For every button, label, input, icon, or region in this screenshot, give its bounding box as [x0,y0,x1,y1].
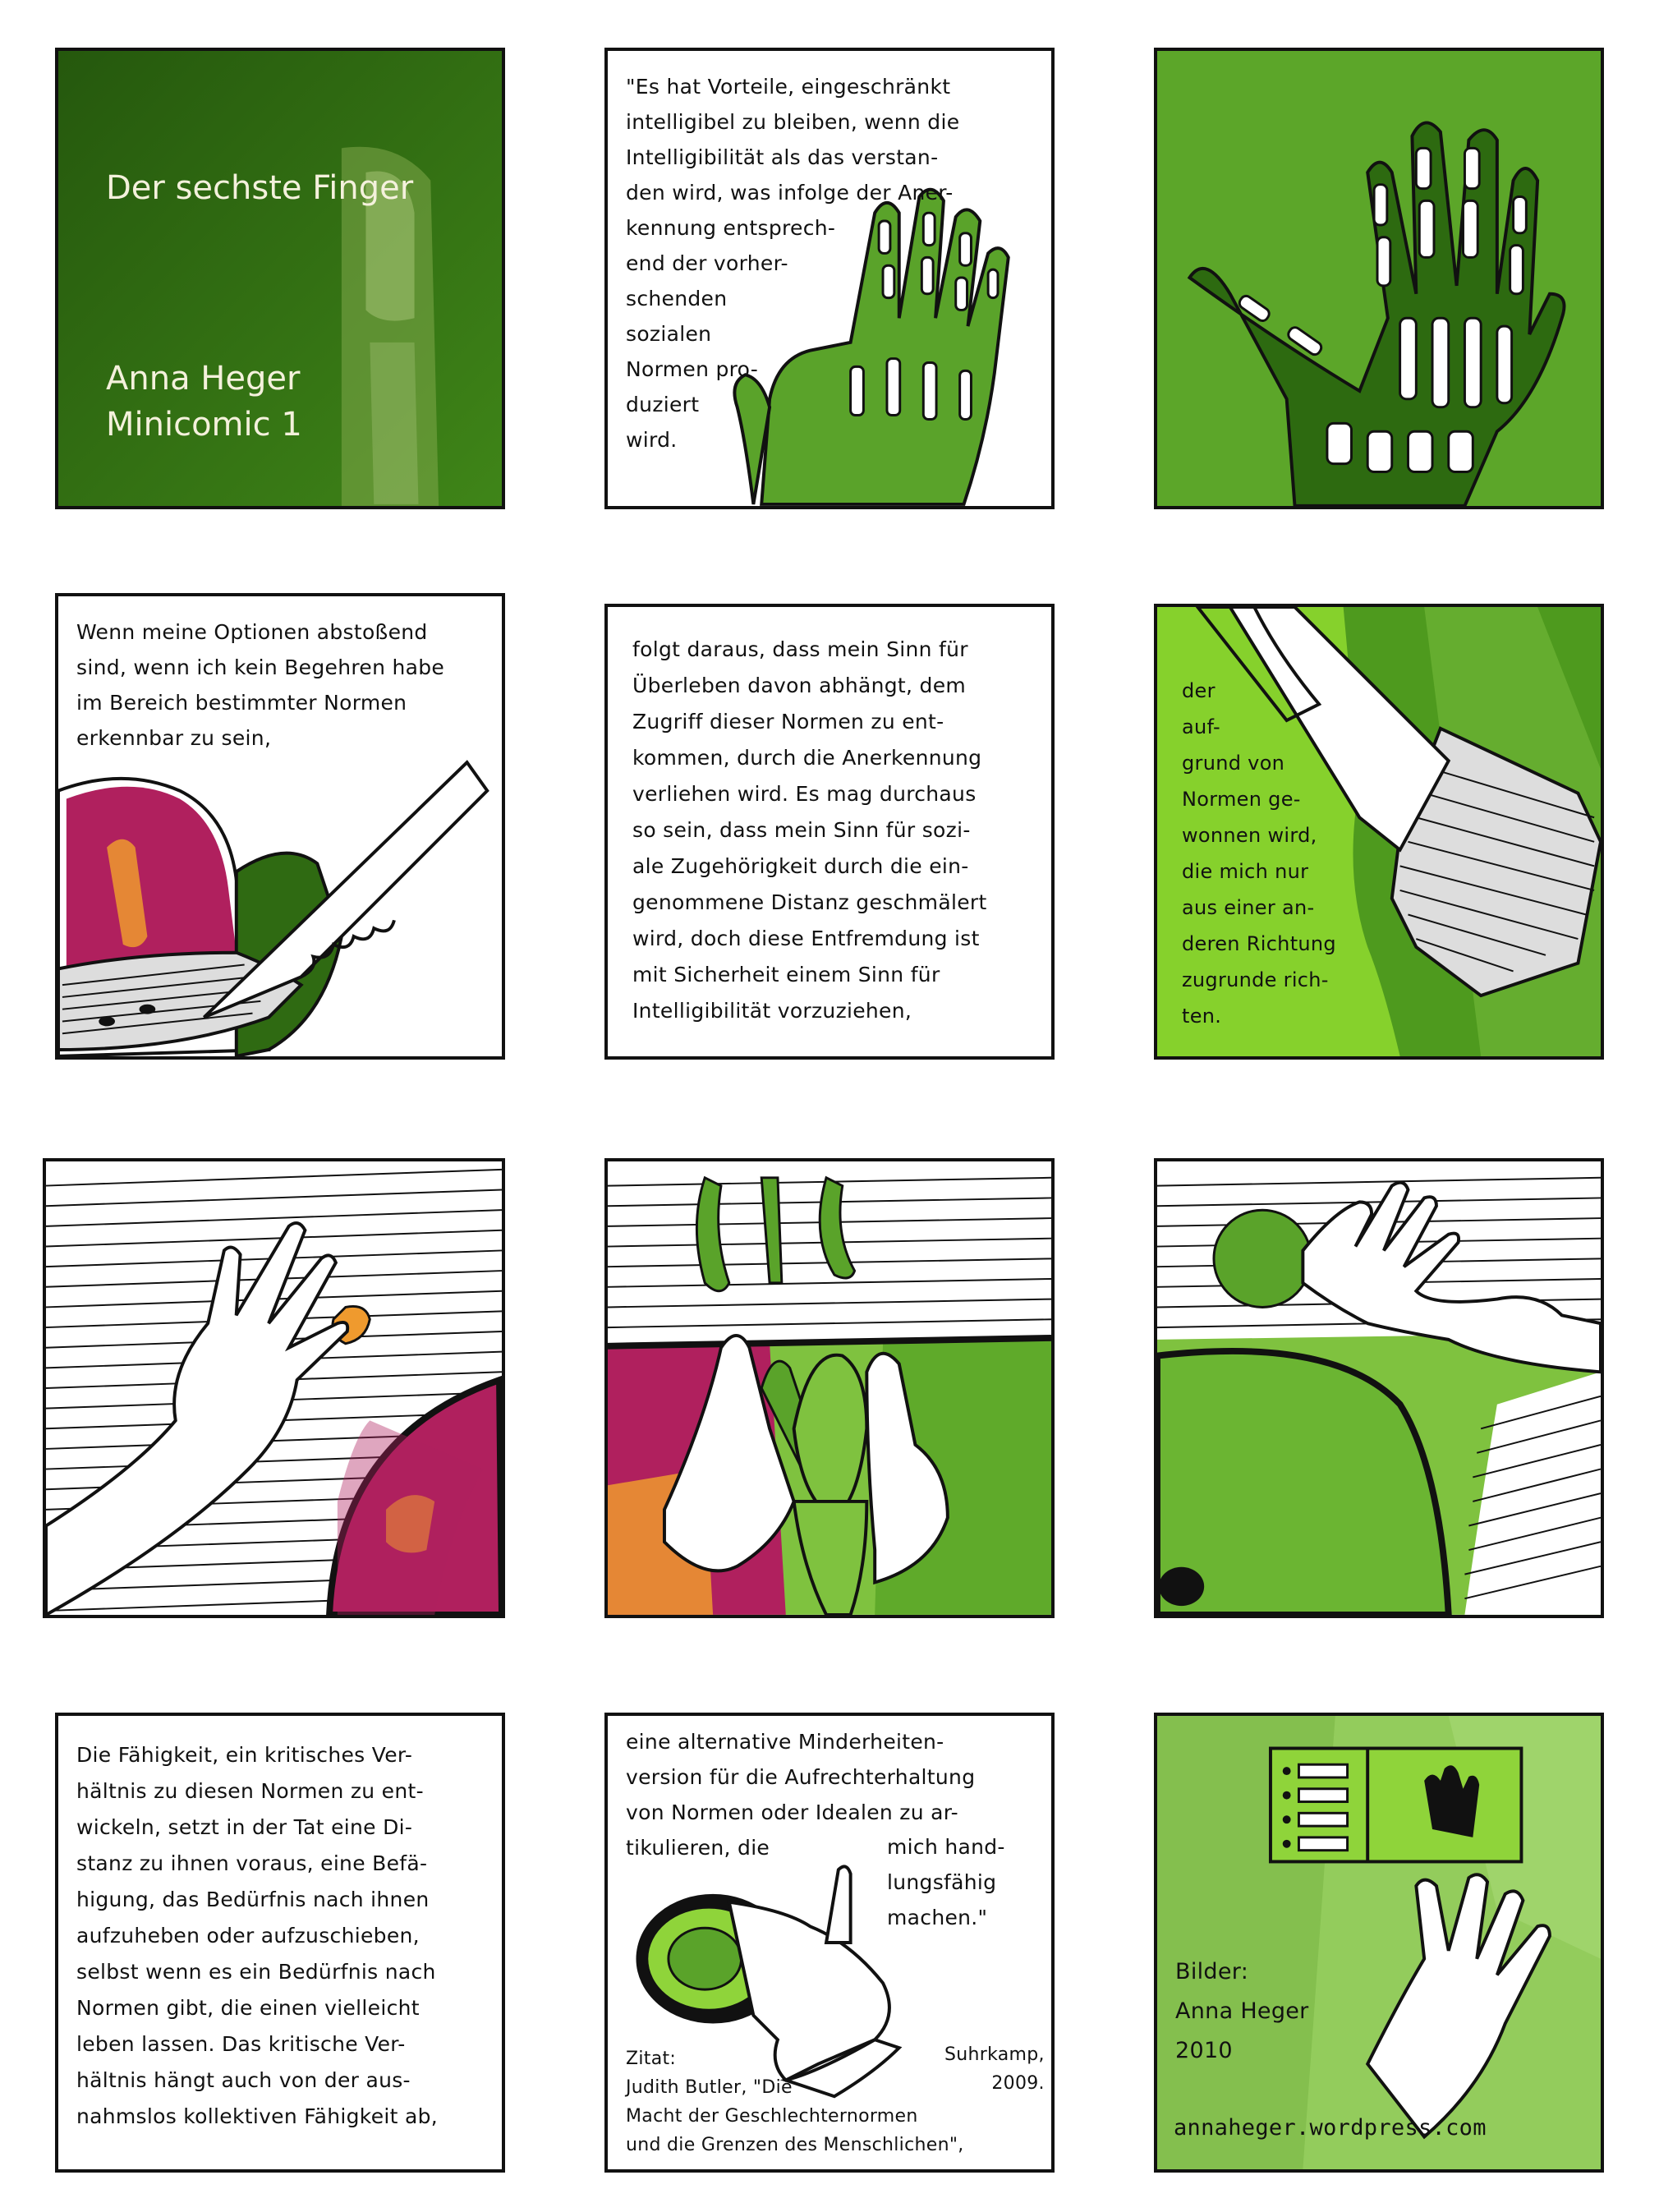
citation-source: Zitat: Judith Butler, "Die Macht der Geschlechternormen und die Grenzen des Menschlichen", [626,2049,964,2155]
panel-12-credits [1154,1713,1604,2173]
website-link[interactable]: annaheger.wordpress.com [1174,2115,1487,2141]
screen-hand-illustration [1157,1716,1601,2169]
image-credit: Bilder: Anna Heger 2010 [1175,1959,1309,2063]
hand-ball-illustration [1157,1161,1601,1615]
panel-6-text: der auf- grund von Normen ge- wonnen wird, die mich nur aus einer an- deren Richtung zugrunde rich- ten. [1182,679,1336,1028]
citation-publisher: Suhrkamp, 2009. [944,2044,1045,2094]
panel-9-hand-ball [1154,1158,1604,1618]
citation-quote-top: eine alternative Minderheiten- version für die Aufrechterhaltung von Normen oder Idealen zu ar- tikulieren, die [626,1730,976,1860]
quote-text: "Es hat Vorteile, eingeschränkt intelligibel zu bleiben, wenn die Intelligibilität als das verstan- den wird, was infolge der Aner- kennung entsprech- end der vorher- schenden sozialen Normen pro- duziert wird. [626,75,960,452]
comic-title: Der sechste Finger [106,169,414,207]
panel-5-text [604,604,1055,1060]
panel-8-hands-cupped [604,1158,1055,1618]
series-name: Minicomic 1 [106,406,302,444]
panel-2-quote-hand [604,48,1055,509]
panel-10-text-body: Die Fähigkeit, ein kritisches Ver- hältnis zu diesen Normen zu ent- wickeln, setzt in der Tat eine Di- stanz zu ihnen voraus, eine Befä- higung, das Bedürfnis nach ihnen aufzuheben oder aufzuschieben, selbst wenn es ein Bedürfnis nach Normen gibt, die einen vielleicht leben lassen. Das kritische Ver- hältnis hängt auch von der aus- nahmslos kollektiven Fähigkeit ab, [76,1743,439,2128]
panel-1-cover [55,48,505,509]
citation-quote-end: mich hand- lungsfähig machen." [887,1835,1005,1929]
panel-5-text-body: folgt daraus, dass mein Sinn für Überleben davon abhängt, dem Zugriff dieser Normen zu ent- kommen, durch die Anerkennung verliehen wird. Es mag durchaus so sein, dass mein Sinn für sozi- ale Zugehörigkeit durch die ein- genommene Distanz geschmälert wird, doch diese Entfremdung ist mit Sicherheit einem Sinn für Intelligibilität vorzuziehen, [632,637,987,1023]
panel-11-citation [604,1713,1055,2173]
panel-4-saw [55,593,505,1060]
panel-10-text [55,1713,505,2173]
panel-7-hand-reaching [43,1158,505,1618]
panel-4-text: Wenn meine Optionen abstoßend sind, wenn ich kein Begehren habe im Bereich bestimmter Normen erkennbar zu sein, [76,620,445,750]
reaching-hand-illustration [46,1161,502,1615]
panel-3-xray-hand [1154,48,1604,509]
panel-6-knife [1154,604,1604,1060]
xray-hand-image [1157,51,1601,506]
author-name: Anna Heger [106,360,301,398]
cupped-hands-illustration [608,1161,1051,1615]
